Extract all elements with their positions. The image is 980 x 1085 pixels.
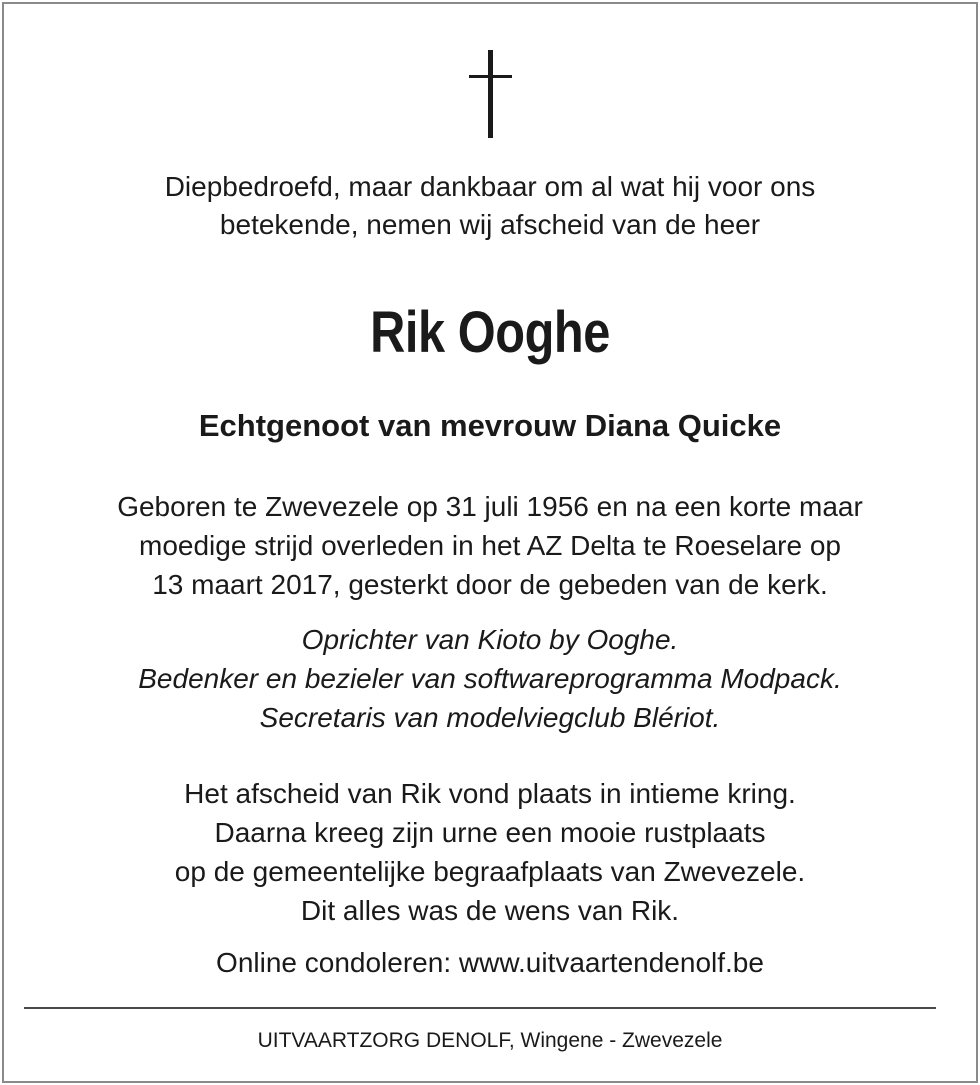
spouse-line: Echtgenoot van mevrouw Diana Quicke [198,408,782,443]
farewell-line: Het afscheid van Rik vond plaats in intieme kring. [184,778,796,809]
intro-text [0,168,980,244]
deceased-name: Rik Ooghe [370,300,610,365]
online-condolence-text: Online condoleren: www.uitvaartendenolf.be [216,947,764,978]
birth-line: moedige strijd overleden in het AZ Delta te Roeselare op [139,530,841,561]
farewell-line: Dit alles was de wens van Rik. [300,895,680,926]
intro-line: betekende, nemen wij afscheid van de heer [219,209,761,240]
role-line: Secretaris van modelviegclub Blériot. [259,702,721,733]
cross-horizontal-bar [469,75,512,78]
cross-icon [469,50,512,138]
birth-death-text [0,487,980,604]
birth-line: 13 maart 2017, gesterkt door de gebeden van de kerk. [152,569,828,600]
farewell-line: op de gemeentelijke begraafplaats van Zwevezele. [174,856,806,887]
roles-text [0,620,980,737]
birth-line: Geboren te Zwevezele op 31 juli 1956 en na een korte maar [117,491,863,522]
role-line: Bedenker en bezieler van softwareprogramma Modpack. [138,663,842,694]
cross-vertical-bar [488,50,493,138]
intro-line: Diepbedroefd, maar dankbaar om al wat hij voor ons [164,171,816,202]
role-line: Oprichter van Kioto by Ooghe. [301,624,679,655]
footer-divider [24,1007,936,1009]
funeral-home-footer: UITVAARTZORG DENOLF, Wingene - Zwevezele [257,1029,723,1052]
farewell-text [0,774,980,930]
farewell-line: Daarna kreeg zijn urne een mooie rustplaats [214,817,766,848]
